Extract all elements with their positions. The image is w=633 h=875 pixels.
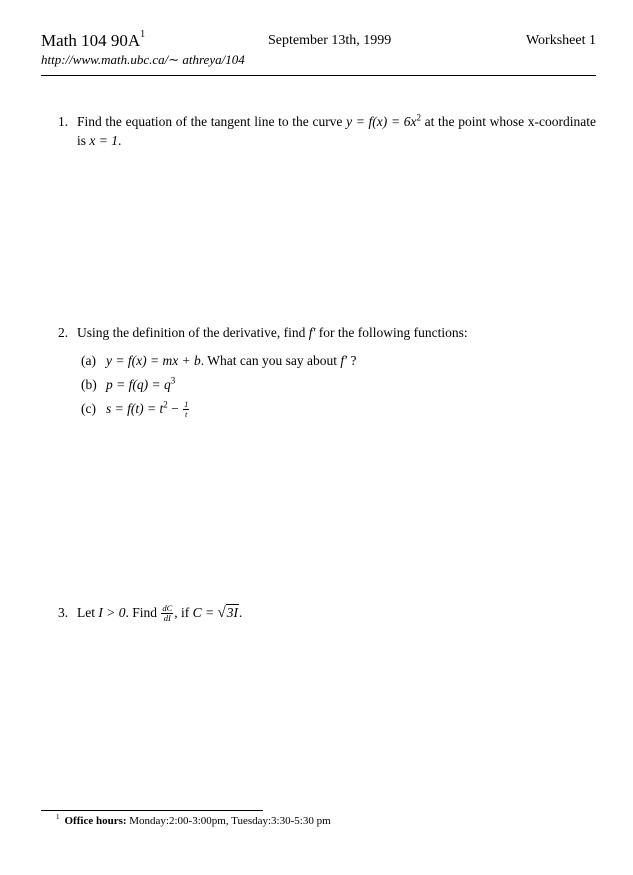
text-segment: . [118,133,122,148]
text-segment: at the point whose x-coordinate is [77,114,597,148]
fraction [183,400,189,419]
worksheet-label: Worksheet 1 [525,33,596,48]
fraction-denominator: t [185,409,188,420]
footnote-marker: 1 [140,29,146,41]
footnote-rule [41,810,263,811]
subitem-label: (a) [81,353,96,368]
course-name: Math 104 90A [41,31,141,50]
equation: p = f(q) = q [106,377,171,392]
subitem-b [81,375,596,399]
text-segment: . [239,605,243,620]
radical-sign-icon: √ [217,605,226,621]
worksheet-date: September 13th, 1999 [268,33,392,48]
math-expression [346,114,421,129]
subitem-text [106,375,175,394]
footnote-mark: 1 [56,813,60,822]
text-segment: for the following functions: [315,325,468,340]
exponent: 2 [416,112,421,123]
text-segment: . Find [125,605,161,620]
text-segment: Find the equation of the tangent line to the curve [77,114,347,129]
problem-text [77,112,596,150]
fraction-numerator: dC [162,603,173,614]
subitem-text [106,351,356,370]
footnote-label: Office hours: [64,815,127,827]
footnote-text: Monday:2:00-3:00pm, Tuesday:3:30-5:30 pm [126,815,331,827]
equation: y = f(x) = 6x [346,114,417,129]
exponent: 3 [170,375,176,386]
math-expression [106,399,190,420]
text-segment: ? [347,353,357,368]
minus-sign: − [167,401,183,416]
problem-text [77,323,596,342]
exponent: 2 [163,399,168,410]
derivative-fraction [161,604,173,623]
header-rule [41,75,596,76]
subitem-c [81,399,596,423]
math-expression: y = f(x) = mx + b [106,353,201,368]
math-expression: x = 1 [89,133,118,148]
subitem-label: (c) [81,401,96,416]
equation: C = [192,605,218,620]
math-expression: I > 0 [98,605,126,620]
footnote [56,815,331,827]
problem-number: 1. [58,114,69,129]
problem-number: 2. [58,325,69,340]
problem-text [77,603,596,623]
course-title [41,31,145,51]
math-expression: f′ [340,353,348,368]
course-url: http://www.math.ubc.ca/∼ athreya/104 [41,52,245,67]
math-expression [193,605,239,620]
problem-1 [58,112,596,150]
radicand: 3I [226,605,239,620]
problem-2 [58,323,596,423]
subitem-a [81,351,596,375]
math-expression [106,377,175,392]
problem-number: 3. [58,605,69,620]
math-expression: f′ [308,325,316,340]
subitem-label: (b) [81,377,97,392]
text-segment: Let [77,605,99,620]
header [41,31,596,53]
subitem-list [81,351,596,423]
square-root [218,603,239,623]
problem-3 [58,603,596,623]
fraction-numerator: 1 [184,399,189,410]
fraction-denominator: dI [163,613,171,624]
text-segment: . What can you say about [200,353,341,368]
text-segment: Using the definition of the derivative, find [77,325,309,340]
text-segment: , if [174,605,193,620]
equation: s = f(t) = t [106,401,164,416]
subitem-text [106,399,190,419]
